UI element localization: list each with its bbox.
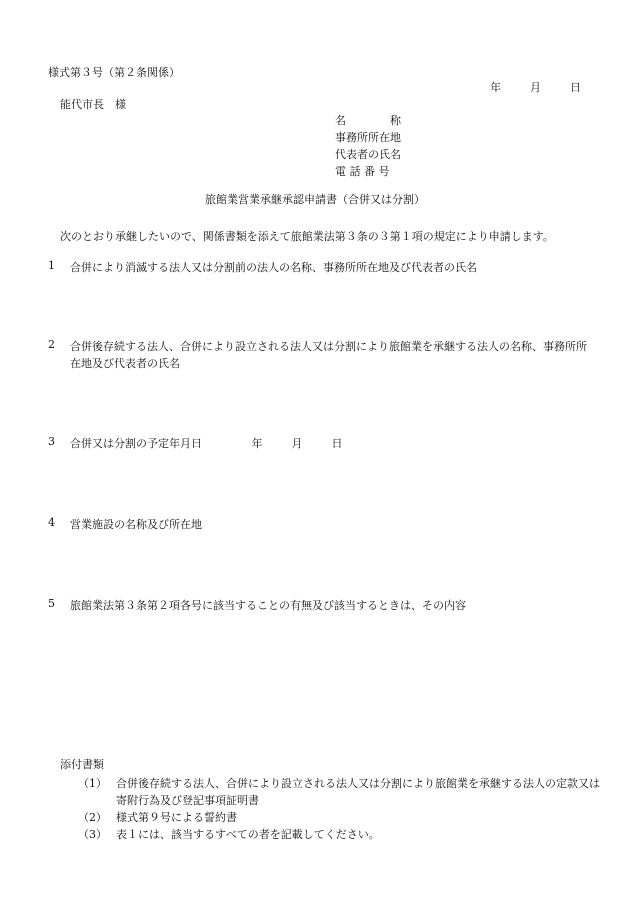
form-number: 様式第３号（第２条関係） (48, 66, 180, 79)
item-number: 4 (48, 516, 55, 529)
document-title: 旅館業営業承継承認申請書（合併又は分割） (205, 193, 425, 206)
attachment-number: （2） (78, 811, 107, 824)
item-number: 5 (48, 597, 55, 610)
item-text: 合併後存続する法人、合併により設立される法人又は分割により旅館業を承継する法人の名称、事務所所在地及び代表者の氏名 (70, 340, 587, 370)
addressee: 能代市長 様 (60, 98, 126, 111)
item-text: 営業施設の名称及び所在地 (70, 518, 202, 531)
attachment-item (78, 809, 600, 826)
scheduled-month-label: 月 (291, 437, 303, 450)
applicant-representative-label: 代表者の氏名 (335, 148, 401, 161)
item-5 (48, 597, 588, 614)
attachment-item (78, 775, 600, 809)
scheduled-date (252, 435, 343, 452)
item-4 (48, 516, 588, 533)
item-2 (48, 338, 588, 372)
date-year-label: 年 (490, 81, 501, 94)
applicant-phone-label: 電 話 番 号 (335, 165, 390, 178)
attachment-number: （1） (78, 777, 107, 790)
attachment-text: 合併後存続する法人、合併により設立される法人又は分割により旅館業を承継する法人の定款又は寄附行為及び登記事項証明書 (116, 777, 600, 807)
applicant-info-block (335, 114, 401, 182)
item-text: 合併により消滅する法人又は分割前の法人の名称、事務所所在地及び代表者の氏名 (70, 261, 477, 274)
intro-statement: 次のとおり承継したいので、関係書類を添えて旅館業法第３条の３第１項の規定により申請します。 (60, 230, 554, 243)
item-number: 1 (48, 259, 55, 272)
item-text: 合併又は分割の予定年月日 (70, 437, 202, 450)
attachment-number: （3） (78, 828, 107, 841)
item-3 (48, 435, 588, 452)
attachment-item (78, 826, 600, 843)
scheduled-day-label: 日 (331, 437, 343, 450)
attachment-text: 表１には、該当するすべての者を記載してください。 (116, 828, 380, 841)
date-day-label: 日 (570, 81, 581, 94)
date-month-label: 月 (530, 81, 541, 94)
scheduled-year-label: 年 (251, 437, 263, 450)
application-date (490, 81, 581, 95)
item-number: 2 (48, 338, 55, 351)
item-number: 3 (48, 435, 55, 448)
attachment-text: 様式第９号による誓約書 (116, 811, 237, 824)
item-text: 旅館業法第３条第２項各号に該当することの有無及び該当するときは、その内容 (70, 599, 466, 612)
attachments-heading: 添付書類 (60, 758, 104, 771)
applicant-name-label: 名 称 (335, 114, 401, 127)
item-1 (48, 259, 588, 276)
applicant-office-label: 事務所所在地 (335, 131, 401, 144)
attachments-section (60, 758, 600, 843)
